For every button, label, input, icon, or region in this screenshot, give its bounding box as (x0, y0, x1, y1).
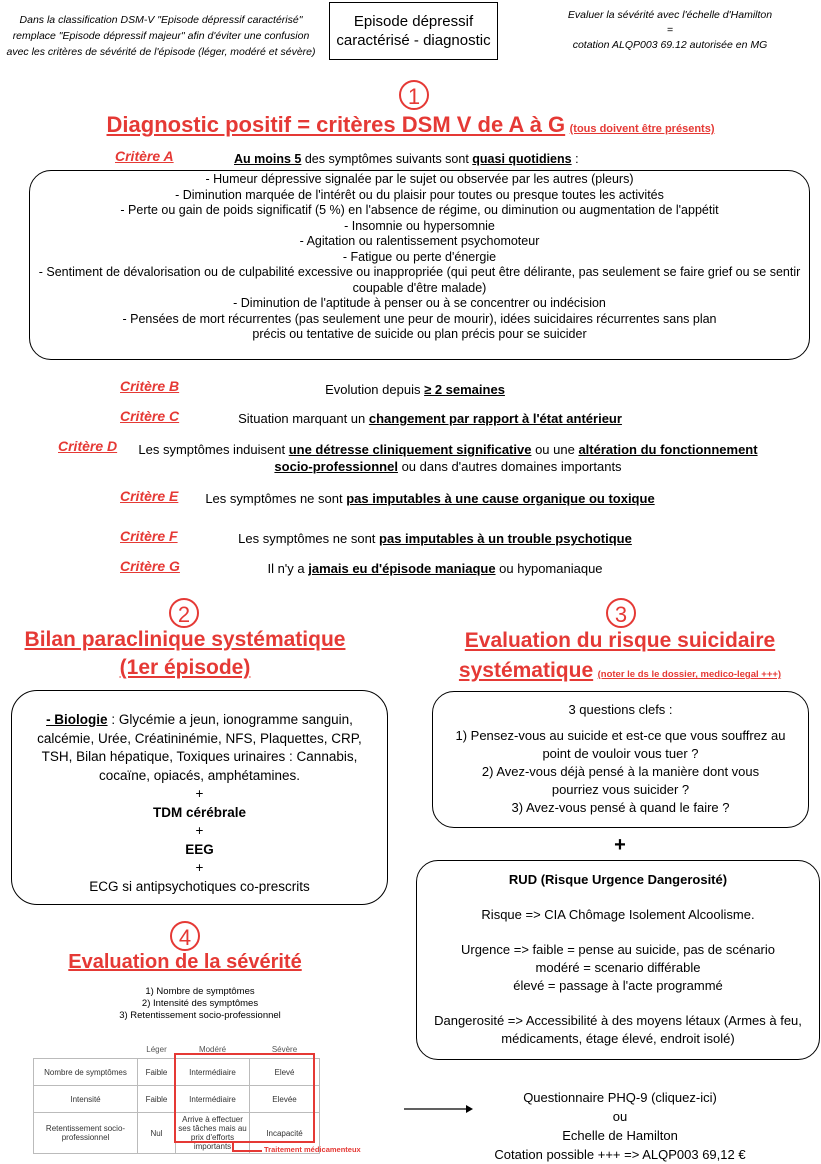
section2-title-line1: Bilan paraclinique systématique (24, 628, 346, 651)
question-3: 3) Avez-vous pensé à quand le faire ? (511, 800, 730, 815)
section1-number: 1 (399, 80, 429, 110)
bilan-biology (26, 711, 373, 785)
question-2: 2) Avez-vous déjà pensé à la manière dont vous pourriez vous suicider ? (481, 764, 760, 797)
section4-title: Evaluation de la sévérité (68, 951, 302, 973)
criterion-a-label: Critère A (115, 148, 174, 164)
table-cell: Elevée (250, 1086, 320, 1113)
symptom-item: - Insomnie ou hypersomnie (344, 218, 495, 233)
table-header-cell: Sévère (271, 1044, 298, 1054)
table-header-cell (34, 1040, 138, 1059)
symptom-item: - Sentiment de dévalorisation ou de culpabilité excessive ou inappropriée (qui peut être délirante, pas seulement se faire grief ou se sentir coupable d'être malade) (38, 265, 801, 295)
severity-item: 3) Retentissement socio-professionnel (119, 1010, 281, 1021)
questions-content (443, 701, 798, 817)
criterion-d-bold: une détresse cliniquement significative (288, 442, 532, 457)
symptom-item: - Perte ou gain de poids significatif (5 %) en l'absence de régime, ou diminution ou augmentation de l'appétit (120, 203, 719, 217)
table-cell: Arrive à effectuer ses tâches mais au prix d'efforts importants (176, 1113, 250, 1154)
criterion-e-pre: Les symptômes ne sont (205, 491, 347, 506)
section2-title-line2: (1er épisode) (119, 656, 251, 679)
table-cell: Intensité (34, 1086, 138, 1113)
hamilton-scale: Echelle de Hamilton (562, 1128, 678, 1143)
symptom-item: - Pensées de mort récurrentes (pas seulement une peur de mourir), idées suicidaires récurrentes sans plan précis ou tentative de suicide ou plan précis pour se suicider (122, 311, 717, 341)
section4-number: 4 (170, 921, 200, 951)
table-cell: Intermédiaire (176, 1059, 250, 1086)
criterion-d-text (128, 441, 768, 475)
questions-title: 3 questions clefs : (568, 702, 673, 717)
criterion-e-text (190, 490, 670, 507)
section1-title-main: Diagnostic positif = critères DSM V de A à G (106, 112, 566, 137)
criterion-b-text (250, 381, 580, 398)
criterion-e-bold: pas imputables à une cause organique ou toxique (346, 491, 655, 506)
criterion-a-intro-end: : (571, 152, 579, 166)
treatment-footnote: Traitement médicamenteux (264, 1145, 361, 1154)
criterion-b-bold: ≥ 2 semaines (424, 382, 505, 397)
section3-number: 3 (606, 598, 636, 628)
phq9-link[interactable]: Questionnaire PHQ-9 (cliquez-ici) (523, 1090, 717, 1105)
severity-list (40, 986, 360, 1022)
symptom-list (38, 172, 801, 343)
rud-urgence-1: Urgence => faible = pense au suicide, pas de scénario (460, 942, 775, 957)
criterion-f-label: Critère F (120, 528, 178, 544)
symptom-item: - Humeur dépressive signalée par le sujet ou observée par les autres (pleurs) (205, 172, 634, 186)
section3-title-line2: systématique (458, 659, 594, 682)
table-header-cell: Léger (146, 1044, 167, 1054)
bilan-plus-2: + (195, 823, 204, 838)
table-cell: Intermédiaire (176, 1086, 250, 1113)
criterion-b-pre: Evolution depuis (325, 382, 425, 397)
section2-title (0, 626, 370, 682)
cotation-text: Cotation possible +++ => ALQP003 69,12 € (494, 1147, 746, 1162)
symptom-item: - Diminution marquée de l'intérêt ou du plaisir pour toutes ou presque toutes les activités (175, 187, 664, 202)
rud-title: RUD (Risque Urgence Dangerosité) (508, 872, 728, 887)
biology-label: - Biologie (46, 712, 108, 727)
table-cell: Nombre de symptômes (34, 1059, 138, 1086)
treatment-bracket-h (232, 1150, 262, 1152)
rud-risque: Risque => CIA Chômage Isolement Alcoolisme. (481, 907, 755, 922)
section3-plus: + (614, 834, 626, 856)
footer-block (460, 1088, 780, 1164)
table-cell: Retentissement socio-professionnel (34, 1113, 138, 1154)
table-cell: Faible (138, 1086, 176, 1113)
page-title-box (329, 2, 498, 60)
criterion-f-text (220, 530, 650, 547)
criterion-d-post: ou dans d'autres domaines importants (397, 459, 622, 474)
criterion-g-bold: jamais eu d'épisode maniaque (308, 561, 496, 576)
header-right-note (525, 8, 815, 53)
criterion-g-text (220, 560, 650, 577)
criterion-g-pre: Il n'y a (267, 561, 309, 576)
criterion-d-label: Critère D (58, 438, 118, 454)
criterion-a-intro-bold: Au moins 5 (234, 152, 302, 166)
criterion-a-intro-mid: des symptômes suivants sont (301, 152, 473, 166)
page-title-line1: Episode dépressif (353, 13, 474, 30)
footer-ou: ou (612, 1109, 628, 1124)
question-1: 1) Pensez-vous au suicide et est-ce que vous souffrez au point de vouloir vous tuer ? (455, 728, 786, 761)
questions-box (432, 691, 809, 828)
header-left-note: Dans la classification DSM-V "Episode dépressif caractérisé" remplace "Episode dépressif majeur" afin d'éviter une confusion avec les critères de sévérité de l'épisode (léger, modéré et sévère) (6, 14, 316, 58)
criterion-g-post: ou hypomaniaque (495, 561, 603, 576)
criterion-e-label: Critère E (120, 488, 179, 504)
criterion-b-label: Critère B (120, 378, 180, 394)
table-header-cell: Modéré (198, 1044, 227, 1054)
section1-title (0, 112, 821, 138)
bilan-tdm: TDM cérébrale (152, 804, 247, 820)
symptom-item: - Fatigue ou perte d'énergie (342, 249, 497, 264)
severity-item: 1) Nombre de symptômes (145, 986, 255, 997)
section3-title (420, 626, 820, 690)
rud-urgence-2: modéré = scenario différable (535, 960, 701, 975)
criterion-c-bold: changement par rapport à l'état antérieur (368, 411, 622, 426)
rud-box (416, 860, 820, 1060)
criterion-d-bold2: altération du fonctionnement socio-professionnel (274, 442, 758, 474)
rud-urgence-3: élevé = passage à l'acte programmé (513, 978, 723, 993)
criterion-c-label: Critère C (120, 408, 180, 424)
symptom-item: - Agitation ou ralentissement psychomoteur (299, 234, 540, 248)
header-right-line3: cotation ALQP003 69.12 autorisée en MG (572, 39, 768, 51)
criterion-g-label: Critère G (120, 558, 180, 574)
bilan-box (11, 690, 388, 905)
table-cell: Nul (138, 1113, 176, 1154)
header-right-line1: Evaluer la sévérité avec l'échelle d'Hamilton (567, 9, 773, 21)
bilan-plus-1: + (195, 786, 204, 801)
treatment-highlight (174, 1053, 315, 1143)
section3-title-small: (noter le ds le dossier, medico-legal +++) (597, 669, 782, 680)
criterion-f-pre: Les symptômes ne sont (238, 531, 380, 546)
criterion-a-symptom-box (29, 170, 810, 360)
bilan-plus-3: + (195, 860, 204, 875)
criterion-a-intro-bold2: quasi quotidiens (472, 152, 572, 166)
biology-text: : Glycémie a jeun, ionogramme sanguin, calcémie, Urée, Créatininémie, NFS, Plaquettes, CRP, TSH, Bilan hépatique, Toxiques urinaires : Cannabis, cocaïne, opiacés, amphétamines. (37, 712, 362, 783)
section2-number: 2 (169, 598, 199, 628)
section1-title-small: (tous doivent être présents) (569, 123, 715, 135)
criterion-c-text (200, 410, 660, 427)
section3-title-line1: Evaluation du risque suicidaire (464, 629, 776, 652)
page-title-line2: caractérisé - diagnostic (336, 32, 491, 49)
criterion-d-pre: Les symptômes induisent (138, 442, 289, 457)
criterion-c-pre: Situation marquant un (238, 411, 369, 426)
header-right-line2: = (666, 24, 674, 36)
symptom-item: - Diminution de l'aptitude à penser ou à se concentrer ou indécision (233, 296, 606, 310)
table-cell: Elevé (250, 1059, 320, 1086)
severity-item: 2) Intensité des symptômes (141, 998, 259, 1009)
criterion-d-mid: ou une (531, 442, 579, 457)
bilan-content (26, 711, 373, 896)
bilan-eeg: EEG (185, 841, 214, 857)
criterion-f-bold: pas imputables à un trouble psychotique (379, 531, 632, 546)
rud-content (423, 871, 813, 1048)
criterion-a-intro (234, 152, 579, 166)
rud-dangerosite: Dangerosité => Accessibilité à des moyens létaux (Armes à feu, médicaments, étage élevé, endroit isolé) (434, 1013, 802, 1046)
table-cell: Faible (138, 1059, 176, 1086)
table-cell: Incapacité (250, 1113, 320, 1154)
bilan-ecg: ECG si antipsychotiques co-prescrits (89, 878, 310, 894)
